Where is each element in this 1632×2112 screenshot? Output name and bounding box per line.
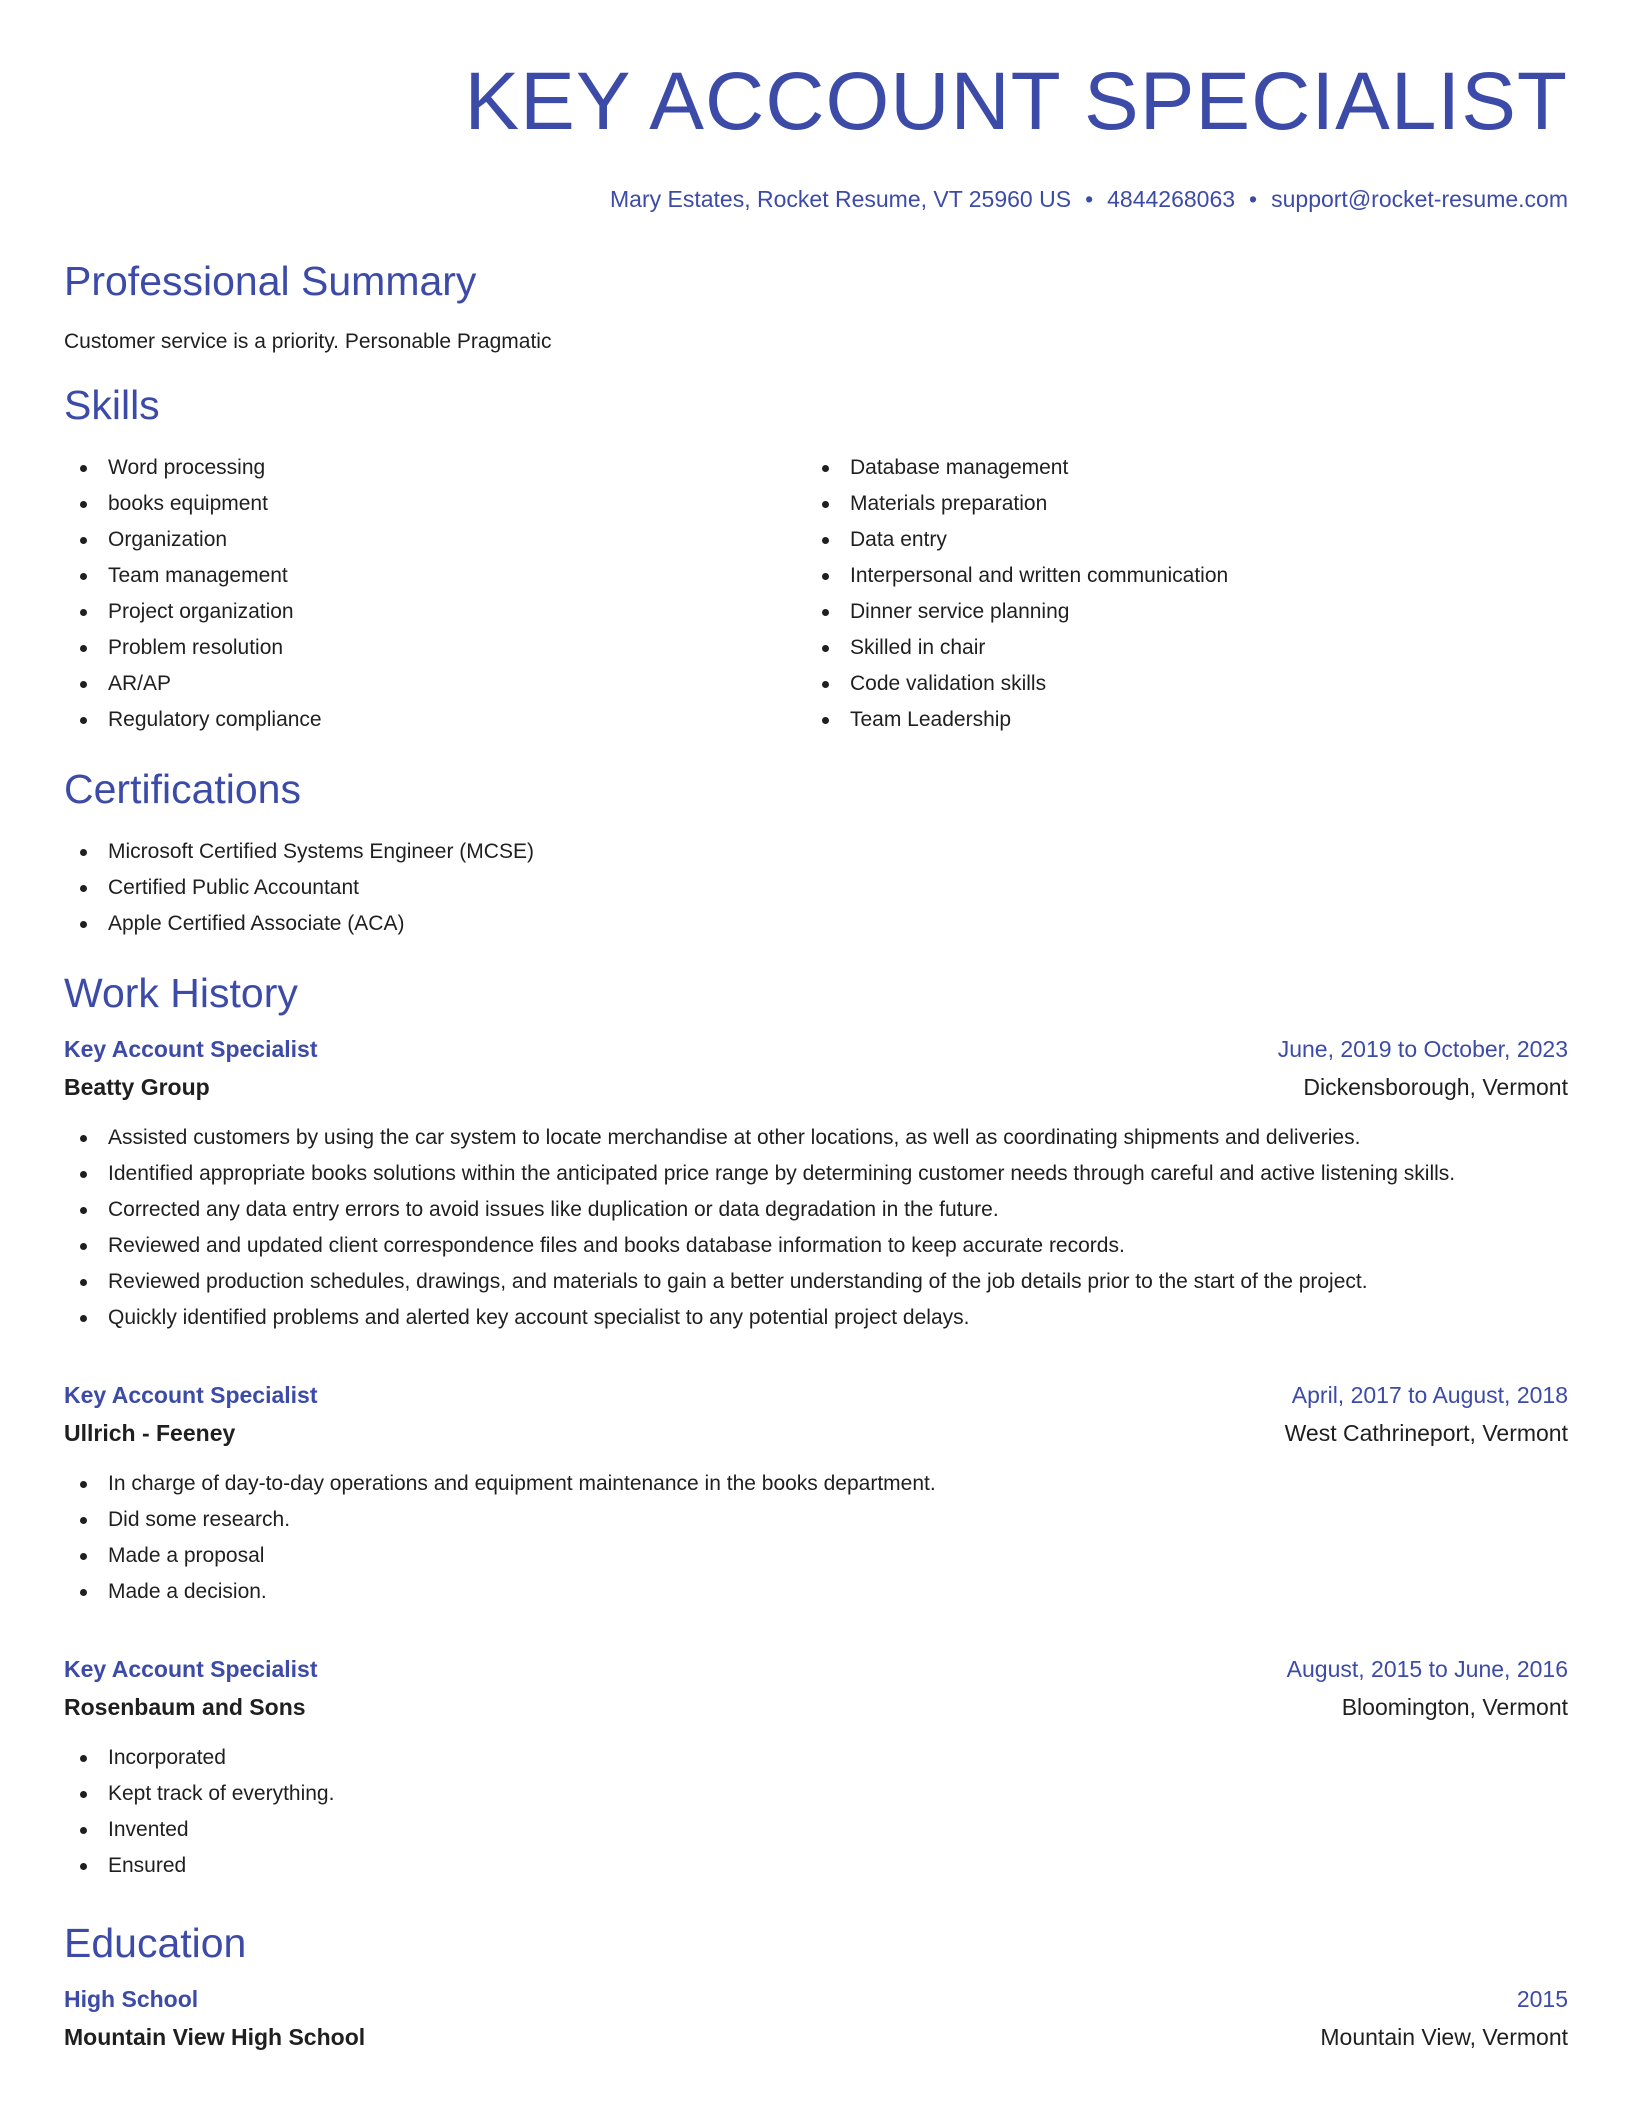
job-entry (64, 1650, 1568, 1884)
job-location: Bloomington, Vermont (1341, 1694, 1568, 1720)
job-company-row (64, 1414, 1568, 1452)
job-dates: April, 2017 to August, 2018 (1291, 1382, 1568, 1408)
job-bullet: Reviewed and updated client correspondence files and books database information to keep accurate records. (64, 1228, 1568, 1264)
job-location: Dickensborough, Vermont (1303, 1074, 1568, 1100)
education-degree: High School (64, 1986, 199, 2012)
job-entry (64, 1376, 1568, 1610)
job-bullet: Did some research. (64, 1502, 1568, 1538)
certification-item: Microsoft Certified Systems Engineer (MCSE) (64, 834, 1568, 870)
skill-item: Database management (806, 450, 1548, 486)
job-bullet: Kept track of everything. (64, 1776, 1568, 1812)
skills-list-left (64, 450, 806, 738)
skills-list-right (806, 450, 1548, 738)
certification-item: Certified Public Accountant (64, 870, 1568, 906)
job-title: Key Account Specialist (64, 1036, 318, 1062)
skill-item: Data entry (806, 522, 1548, 558)
job-header-row (64, 1650, 1568, 1688)
job-location: West Cathrineport, Vermont (1284, 1420, 1568, 1446)
contact-email[interactable]: support@rocket-resume.com (1271, 186, 1568, 212)
job-bullet: Reviewed production schedules, drawings, and materials to gain a better understanding of the job details prior to the start of the project. (64, 1264, 1568, 1300)
education-entry (64, 1980, 1568, 2056)
contact-address: Mary Estates, Rocket Resume, VT 25960 US (610, 186, 1072, 212)
skill-item: AR/AP (64, 666, 806, 702)
job-company-row (64, 1068, 1568, 1106)
education-heading: Education (64, 1920, 247, 1966)
job-bullet: Ensured (64, 1848, 1568, 1884)
resume-header (64, 0, 1568, 214)
job-bullets (64, 1740, 1568, 1884)
skill-item: Dinner service planning (806, 594, 1548, 630)
job-bullet: Assisted customers by using the car system to locate merchandise at other locations, as well as coordinating shipments and deliveries. (64, 1120, 1568, 1156)
job-dates: June, 2019 to October, 2023 (1277, 1036, 1568, 1062)
job-company-row (64, 1688, 1568, 1726)
work-history-heading: Work History (64, 970, 298, 1016)
job-bullets (64, 1120, 1568, 1336)
job-bullet: In charge of day-to-day operations and equipment maintenance in the books department. (64, 1466, 1568, 1502)
job-bullet: Made a proposal (64, 1538, 1568, 1574)
job-bullet: Quickly identified problems and alerted key account specialist to any potential project delays. (64, 1300, 1568, 1336)
summary-heading: Professional Summary (64, 258, 477, 304)
contact-separator: • (1085, 186, 1094, 212)
job-title: Key Account Specialist (64, 1382, 318, 1408)
job-bullet: Invented (64, 1812, 1568, 1848)
job-header-row (64, 1376, 1568, 1414)
contact-separator: • (1249, 186, 1258, 212)
skill-item: books equipment (64, 486, 806, 522)
education-year: 2015 (1516, 1986, 1568, 2012)
summary-text: Customer service is a priority. Personable Pragmatic (64, 330, 552, 353)
skill-item: Team Leadership (806, 702, 1548, 738)
job-company: Beatty Group (64, 1074, 210, 1100)
job-bullet: Identified appropriate books solutions within the anticipated price range by determining customer needs through careful and active listening skills. (64, 1156, 1568, 1192)
certifications-list (64, 834, 1568, 942)
skill-item: Project organization (64, 594, 806, 630)
contact-phone[interactable]: 4844268063 (1107, 186, 1236, 212)
job-bullet: Incorporated (64, 1740, 1568, 1776)
certifications-heading: Certifications (64, 766, 301, 812)
education-location: Mountain View, Vermont (1320, 2024, 1568, 2050)
job-header-row (64, 1030, 1568, 1068)
job-bullet: Corrected any data entry errors to avoid issues like duplication or data degradation in the future. (64, 1192, 1568, 1228)
job-entry (64, 1030, 1568, 1336)
job-company: Ullrich - Feeney (64, 1420, 236, 1446)
job-dates: August, 2015 to June, 2016 (1286, 1656, 1568, 1682)
education-school: Mountain View High School (64, 2024, 366, 2050)
candidate-name: KEY ACCOUNT SPECIALIST (464, 56, 1568, 147)
skill-item: Word processing (64, 450, 806, 486)
skill-item: Team management (64, 558, 806, 594)
education-header-row (64, 1980, 1568, 2018)
contact-line (64, 184, 1568, 214)
skill-item: Code validation skills (806, 666, 1548, 702)
job-bullet: Made a decision. (64, 1574, 1568, 1610)
skill-item: Interpersonal and written communication (806, 558, 1548, 594)
skills-grid (64, 450, 1568, 738)
skills-heading: Skills (64, 382, 160, 428)
skill-item: Organization (64, 522, 806, 558)
skill-item: Skilled in chair (806, 630, 1548, 666)
skill-item: Problem resolution (64, 630, 806, 666)
skill-item: Materials preparation (806, 486, 1548, 522)
certification-item: Apple Certified Associate (ACA) (64, 906, 1568, 942)
skill-item: Regulatory compliance (64, 702, 806, 738)
job-bullets (64, 1466, 1568, 1610)
education-school-row (64, 2018, 1568, 2056)
job-title: Key Account Specialist (64, 1656, 318, 1682)
job-company: Rosenbaum and Sons (64, 1694, 306, 1720)
